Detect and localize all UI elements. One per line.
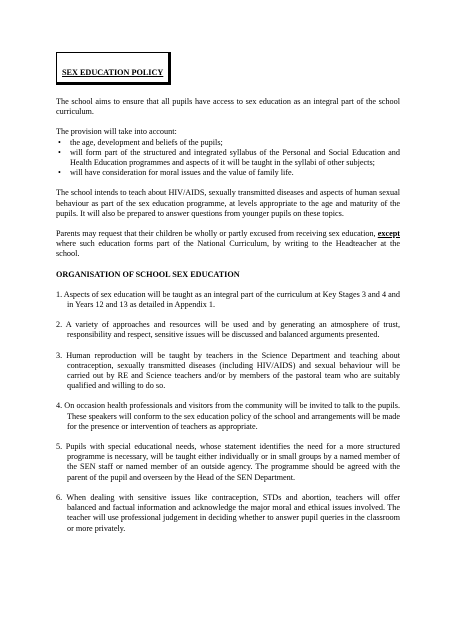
provision-lead: The provision will take into account: xyxy=(56,127,177,137)
parents-emphasis: except xyxy=(377,229,400,239)
provision-item-text: will form part of the structured and integrated syllabus of the Personal and Social Education and Health Education programmes and aspects of it will be taught in the syllabi of other subjects; xyxy=(70,147,400,168)
parents-text-before: Parents may request that their children be wholly or partly excused from receiving sex education, xyxy=(56,229,378,239)
hiv-paragraph: The school intends to teach about HIV/AIDS, sexually transmitted diseases and aspects of human sexual behaviour as part of the sex education programme, at levels appropriate to the age and maturity of the pupils. It will also be prepared to answer questions from younger pupils on these topics. xyxy=(56,188,400,218)
organisation-item: 5. Pupils with special educational needs, whose statement identifies the need for a more structured programme is necessary, will be taught either individually or in small groups by a named member of the SEN staff or named member of an outside agency. The programme should be agreed with the parent of the pupil and overseen by the Head of the SEN Department. xyxy=(56,442,400,482)
provision-item-text: the age, development and beliefs of the pupils; xyxy=(70,137,223,147)
organisation-item: 1. Aspects of sex education will be taught as an integral part of the curriculum at Key Stages 3 and 4 and in Years 12 and 13 as detailed in Appendix 1. xyxy=(56,289,400,310)
intro-paragraph: The school aims to ensure that all pupils have access to sex education as an integral part of the school curriculum. xyxy=(56,97,400,117)
policy-title: SEX EDUCATION POLICY xyxy=(56,52,171,85)
organisation-item: 6. When dealing with sensitive issues like contraception, STDs and abortion, teachers will offer balanced and factual information and acknowledge the major moral and ethical issues involved. The teacher will use professional judgement in deciding whether to answer pupil queries in the classroom or more privately. xyxy=(56,492,400,533)
provision-item xyxy=(56,168,400,178)
parents-text-after: where such education forms part of the National Curriculum, by writing to the Headteacher at the school. xyxy=(56,239,400,259)
provision-item xyxy=(56,148,400,168)
document-body xyxy=(56,52,400,544)
organisation-item: 3. Human reproduction will be taught by teachers in the Science Department and teaching about contraception, sexually transmitted diseases (including HIV/AIDS) and sexual behaviour will be carried out by RE and Science teachers and/or by members of the pastoral team who are suitably qualified and willing to do so. xyxy=(56,350,400,391)
organisation-item: 2. A variety of approaches and resources will be used and by generating an atmosphere of trust, responsibility and respect, sensitive issues will be discussed and balanced arguments presented. xyxy=(56,320,400,340)
bullet-icon: • xyxy=(58,137,61,147)
provision-item xyxy=(56,138,400,148)
bullet-icon: • xyxy=(58,147,61,157)
parents-paragraph xyxy=(56,229,400,260)
organisation-heading: ORGANISATION OF SCHOOL SEX EDUCATION xyxy=(56,269,240,279)
provision-list xyxy=(56,138,400,179)
bullet-icon: • xyxy=(58,168,61,178)
provision-item-text: will have consideration for moral issues and the value of family life. xyxy=(70,168,294,178)
organisation-list xyxy=(56,290,400,534)
organisation-item: 4. On occasion health professionals and visitors from the community will be invited to talk to the pupils. These speakers will conform to the sex education policy of the school and arrangements will be made for the presence or intervention of teachers as appropriate. xyxy=(56,401,400,431)
